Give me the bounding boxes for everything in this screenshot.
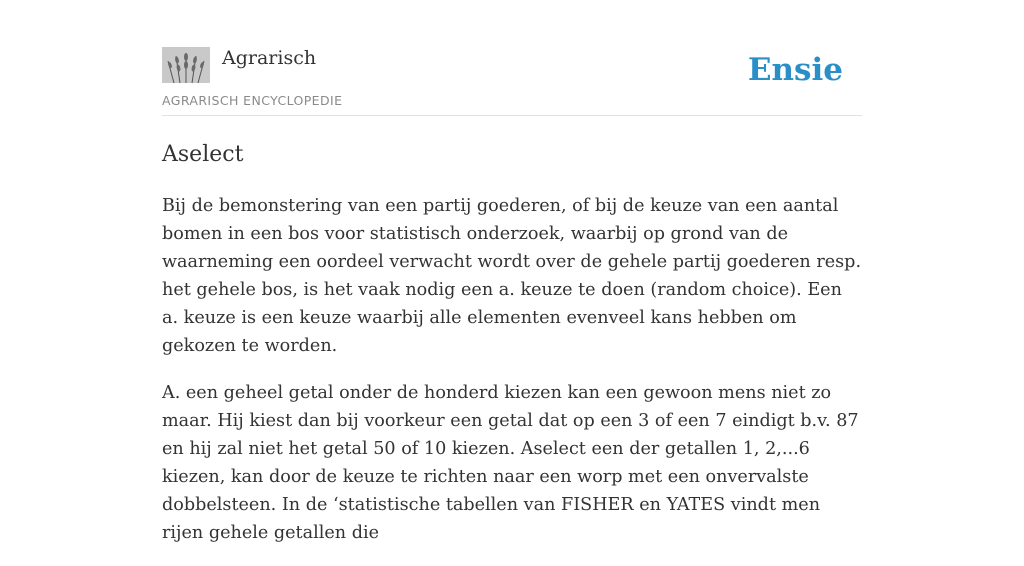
wheat-icon[interactable] xyxy=(162,47,210,83)
paragraph: A. een geheel getal onder de honderd kiezen kan een gewoon mens niet zo maar. Hij kiest dan bij voorkeur een getal dat op een 3 of een 7 eindigt b.v. 87 en hij zal niet het getal 50 of 10 kiezen. Aselect een der getallen 1, 2,...6 kiezen, kan door de keuze te richten naar een worp met een onvervalste dobbelsteen. In de ‘statistische tabellen van FISHER en YATES vindt men rijen gehele getallen die xyxy=(162,383,859,543)
source-name[interactable]: Agrarisch xyxy=(222,47,317,69)
content-column xyxy=(162,0,862,543)
article-body xyxy=(162,192,862,566)
source-subtitle[interactable]: AGRARISCH ENCYCLOPEDIE xyxy=(162,93,343,108)
header xyxy=(162,0,862,116)
brand-logo-link[interactable]: Ensie xyxy=(747,52,843,88)
paragraph: Bij de bemonstering van een partij goederen, of bij de keuze van een aantal bomen in een bos voor statistisch onderzoek, waarbij op grond van de waarneming een oordeel verwacht wordt over de gehele partij goederen resp. het gehele bos, is het vaak nodig een a. keuze te doen (random choice). Een a. keuze is een keuze waarbij alle elementen evenveel kans hebben om gekozen te worden. xyxy=(162,196,862,356)
page-title: Aselect xyxy=(162,142,244,167)
